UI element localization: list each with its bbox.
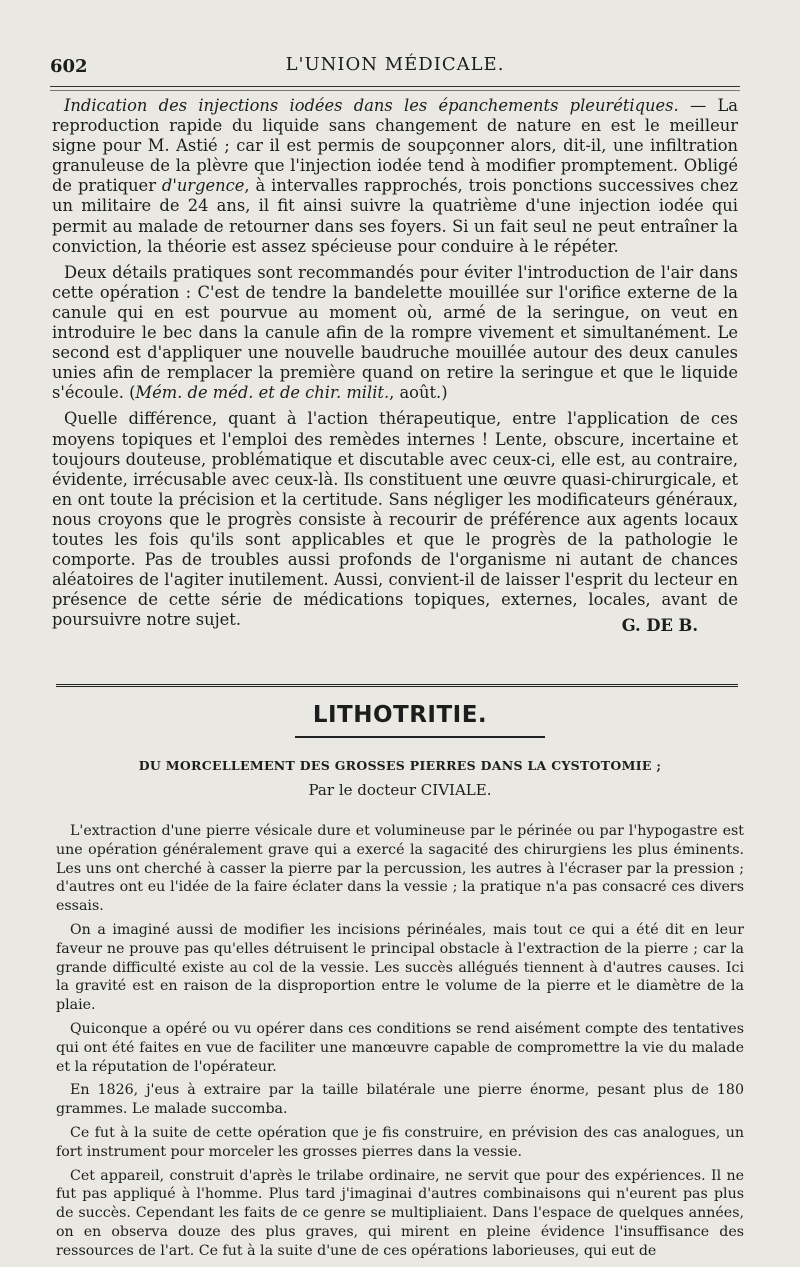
running-title: L'UNION MÉDICALE. [285, 54, 505, 75]
paragraph: Quelle différence, quant à l'action thérapeutique, entre l'application de ces moyens topiques et l'emploi des remèdes internes ! Lente, obscure, incertaine et toujours douteuse, problématique et discutable avec ceux-ci, elle est, au contraire, évidente, irrécusable avec ceux-là. Ils constituent une œuvre quasi-chirurgicale, et en ont toute la précision et la certitude. Sans négliger les modificateurs généraux, nous croyons que le progrès consiste à recourir de préférence aux agents locaux toutes les fois qu'ils sont applicables et que le progrès de la pathologie le comporte. Pas de troubles aussi profonds de l'organisme ni autant de chances aléatoires de l'agiter inutilement. Aussi, convient-il de laisser l'esprit du lecteur en présence de cette série de médications topiques, externes, locales, avant de poursuivre notre sujet. [52, 409, 738, 630]
paragraph: En 1826, j'eus à extraire par la taille bilatérale une pierre énorme, pesant plus de 180 grammes. Le malade succomba. [56, 1082, 744, 1118]
paragraph: Ce fut à la suite de cette opération que je fis construire, en prévision des cas analogues, un fort instrument pour morceler les grosses pierres dans la vessie. [56, 1124, 744, 1160]
signature: G. DE B. [621, 616, 698, 636]
article-author: Par le docteur CIVIALE. [308, 781, 492, 799]
page-header [50, 50, 740, 80]
title-underline [295, 736, 545, 738]
paragraph: Deux détails pratiques sont recommandés pour éviter l'introduction de l'air dans cette opération : C'est de tendre la bandelette mouillée sur l'orifice externe de la canule qui en est pourvue au moment où, armé de la seringue, on veut en introduire le bec dans la canule afin de la rompre vivement et simultanément. Le second est d'appliquer une nouvelle baudruche mouillée autour des deux canules unies afin de remplacer la première quand on retire la seringue et que le liquide s'écoule. (Mém. de méd. et de chir. milit., août.) [52, 262, 738, 403]
page-number: 602 [50, 56, 88, 77]
section-title: LITHOTRITIE. [312, 702, 488, 728]
header-rule [50, 86, 740, 87]
paragraph: Indication des injections iodées dans les épanchements pleurétiques. — La reproduction rapide du liquide sans changement de nature en est le meilleur signe pour M. Astié ; car il est permis de soupçonner alors, dit-il, une infiltration granuleuse de la plèvre que l'injection iodée tend à modifier promptement. Obligé de pratiquer d'urgence, à intervalles rapprochés, trois ponctions successives chez un militaire de 24 ans, il fit ainsi suivre la quatrième d'une injection iodée qui permit au malade de retourner dans ses foyers. Si un fait seul ne peut entraîner la conviction, la théorie est assez spécieuse pour conduire à le répéter. [52, 96, 739, 256]
section-divider [56, 684, 738, 689]
article-subtitle: DU MORCELLEMENT DES GROSSES PIERRES DANS LA CYSTOTOMIE ; [138, 758, 662, 773]
paragraph: L'extraction d'une pierre vésicale dure et volumineuse par le périnée ou par l'hypogastre est une opération généralement grave qui a exercé la sagacité des chirurgiens les plus éminents. Les uns ont cherché à casser la pierre par la percussion, les autres à l'écraser par la pression ; d'autres ont eu l'idée de la faire éclater dans la vessie ; la pratique n'a pas consacré ces divers essais. [56, 823, 744, 915]
citation: Mém. de méd. et de chir. milit. [135, 383, 390, 403]
header-rule-thin [50, 90, 740, 91]
paragraph: On a imaginé aussi de modifier les incisions périnéales, mais tout ce qui a été dit en leur faveur ne prouve pas qu'elles détruisent le principal obstacle à l'extraction de la pierre ; car la grande difficulté existe au col de la vessie. Les succès allégués tiennent à d'autres causes. Ici la gravité est en raison de la disproportion entre le volume de la pierre et le diamètre de la plaie. [56, 921, 744, 1014]
paragraph-title: Indication des injections iodées dans les épanchements pleurétiques. [64, 96, 679, 115]
article-pleural-injections [52, 96, 738, 637]
article-lithotritie-body [56, 822, 744, 1266]
paragraph: Quiconque a opéré ou vu opérer dans ces conditions se rend aisément compte des tentatives qui ont été faites en vue de faciliter une manœuvre capable de compromettre la vie du malade et la réputation de l'opérateur. [56, 1020, 744, 1075]
paragraph: Cet appareil, construit d'après le trilabe ordinaire, ne servit que pour des expériences. Il ne fut pas appliqué à l'homme. Plus tard j'imaginai d'autres combinaisons qui n'eurent pas plus de succès. Cependant les faits de ce genre se multipliaient. Dans l'espace de quelques années, on en observa douze des plus graves, qui mirent en pleine évidence l'insuffisance des ressources de l'art. Ce fut à la suite d'une de ces opérations laborieuses, qui eut de [56, 1167, 744, 1259]
